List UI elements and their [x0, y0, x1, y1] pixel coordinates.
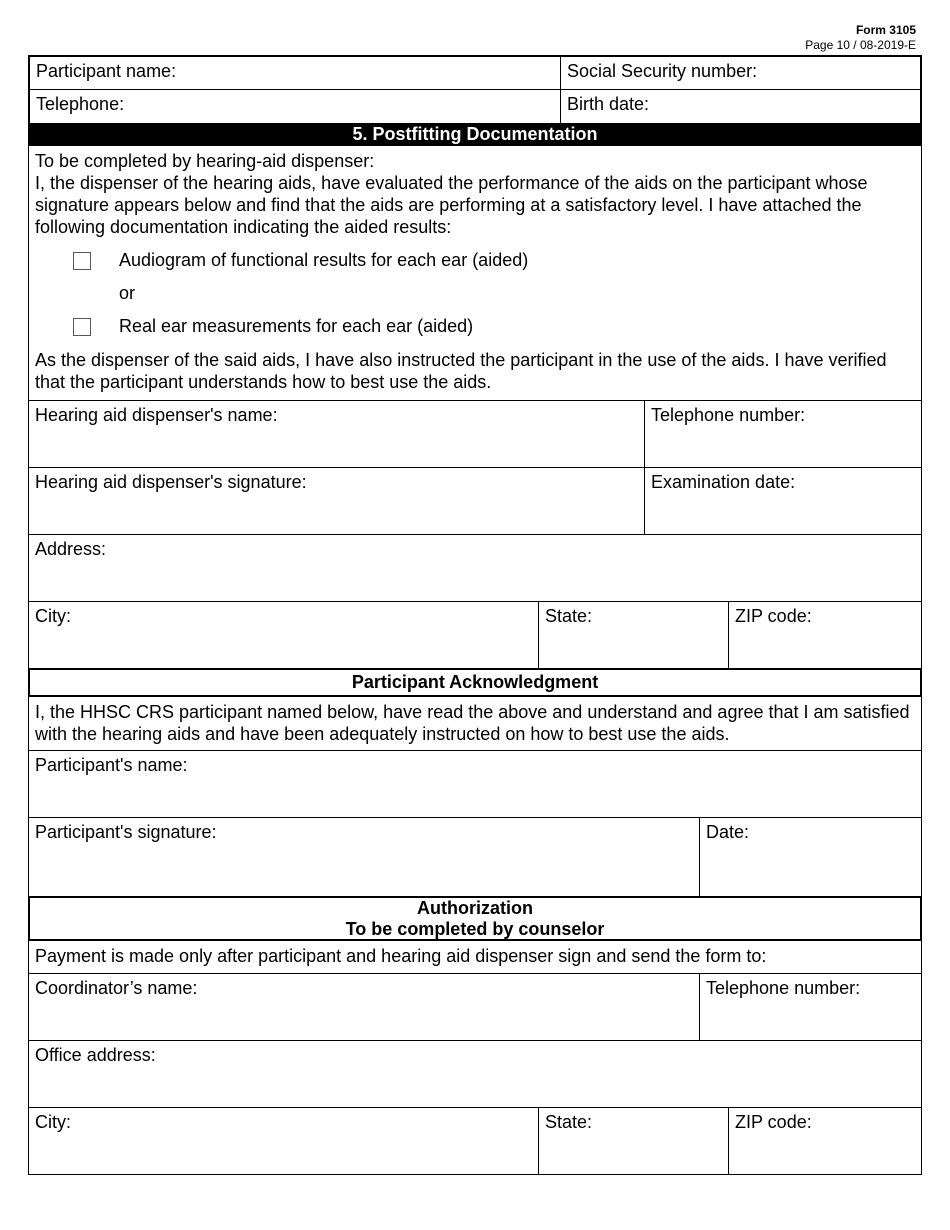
participant-info-row-1 [28, 55, 922, 90]
option-audiogram [29, 244, 921, 277]
ack-participant-name-field[interactable] [29, 751, 921, 817]
dispenser-name-field[interactable] [29, 401, 644, 467]
participant-name-field[interactable] [30, 57, 560, 89]
payment-row [28, 941, 922, 974]
dispenser-state-label: State: [545, 606, 593, 626]
dispenser-zip-label: ZIP code: [735, 606, 812, 626]
postfitting-intro-line: To be completed by hearing-aid dispenser: [35, 151, 375, 171]
ack-signature-row [28, 818, 922, 896]
acknowledgment-section-title: Participant Acknowledgment [28, 668, 922, 697]
audiogram-label: Audiogram of functional results for each ear (aided) [119, 250, 529, 270]
dispenser-zip-field[interactable] [728, 602, 921, 668]
page-info: Page 10 / 08-2019-E [805, 38, 916, 52]
real-ear-checkbox[interactable] [73, 318, 91, 336]
dispenser-address-row [28, 535, 922, 602]
ack-participant-name-label: Participant's name: [35, 755, 188, 775]
form-number: Form 3105 [855, 23, 916, 37]
ack-date-field[interactable] [699, 818, 921, 896]
real-ear-label: Real ear measurements for each ear (aided) [119, 316, 474, 336]
ack-participant-signature-label: Participant's signature: [35, 822, 217, 842]
dispenser-telephone-label: Telephone number: [651, 405, 806, 425]
office-state-field[interactable] [538, 1108, 728, 1174]
dispenser-signature-field[interactable] [29, 468, 644, 534]
ssn-label: Social Security number: [567, 61, 758, 81]
ssn-field[interactable] [560, 57, 920, 89]
dispenser-state-field[interactable] [538, 602, 728, 668]
dispenser-row-2 [28, 468, 922, 535]
birth-date-label: Birth date: [567, 94, 650, 114]
office-state-label: State: [545, 1112, 593, 1132]
office-address-label: Office address: [35, 1045, 156, 1065]
authorization-section-title [28, 896, 922, 941]
telephone-field[interactable] [30, 90, 560, 123]
acknowledgment-statement: I, the HHSC CRS participant named below, have read the above and understand and agree that I am satisfied with the hearing aids and have been adequately instructed on how to best use the aids. [35, 702, 910, 744]
instructed-statement: As the dispenser of the said aids, I have also instructed the participant in the use of the aids. I have verified that the participant understands how to best use the aids. [35, 350, 887, 392]
dispenser-row-1 [28, 401, 922, 468]
ack-date-label: Date: [706, 822, 750, 842]
ack-participant-signature-field[interactable] [29, 818, 699, 896]
office-city-row [28, 1108, 922, 1175]
office-city-label: City: [35, 1112, 71, 1132]
coordinator-name-field[interactable] [29, 974, 699, 1040]
form-header [805, 23, 916, 53]
ack-name-row [28, 751, 922, 818]
dispenser-city-label: City: [35, 606, 71, 626]
dispenser-telephone-field[interactable] [644, 401, 921, 467]
participant-info-row-2 [28, 90, 922, 123]
office-city-field[interactable] [29, 1108, 538, 1174]
examination-date-field[interactable] [644, 468, 921, 534]
coordinator-row [28, 974, 922, 1041]
form-body [28, 55, 922, 1175]
postfitting-statement-block [28, 146, 922, 401]
dispenser-name-label: Hearing aid dispenser's name: [35, 405, 278, 425]
birth-date-field[interactable] [560, 90, 920, 123]
dispenser-address-label: Address: [35, 539, 107, 559]
office-address-field[interactable] [29, 1041, 921, 1107]
dispenser-signature-label: Hearing aid dispenser's signature: [35, 472, 307, 492]
payment-statement: Payment is made only after participant and hearing aid dispenser sign and send the form to: [35, 946, 767, 966]
participant-name-label: Participant name: [36, 61, 177, 81]
authorization-title: Authorization [417, 898, 533, 918]
dispenser-address-field[interactable] [29, 535, 921, 601]
postfitting-intro-body: I, the dispenser of the hearing aids, have evaluated the performance of the aids on the participant whose signature appears below and find that the aids are performing at a satisfactory level. I have attached the following documentation indicating the aided results: [35, 173, 868, 237]
office-zip-field[interactable] [728, 1108, 921, 1174]
coordinator-telephone-label: Telephone number: [706, 978, 861, 998]
telephone-label: Telephone: [36, 94, 125, 114]
dispenser-city-row [28, 602, 922, 668]
or-text: or [119, 283, 136, 303]
office-zip-label: ZIP code: [735, 1112, 812, 1132]
coordinator-telephone-field[interactable] [699, 974, 921, 1040]
office-address-row [28, 1041, 922, 1108]
acknowledgment-statement-block [28, 697, 922, 751]
option-real-ear [29, 310, 921, 343]
coordinator-name-label: Coordinator’s name: [35, 978, 198, 998]
authorization-subtitle: To be completed by counselor [345, 919, 605, 939]
postfitting-section-title: 5. Postfitting Documentation [28, 123, 922, 146]
dispenser-city-field[interactable] [29, 602, 538, 668]
examination-date-label: Examination date: [651, 472, 796, 492]
audiogram-checkbox[interactable] [73, 252, 91, 270]
